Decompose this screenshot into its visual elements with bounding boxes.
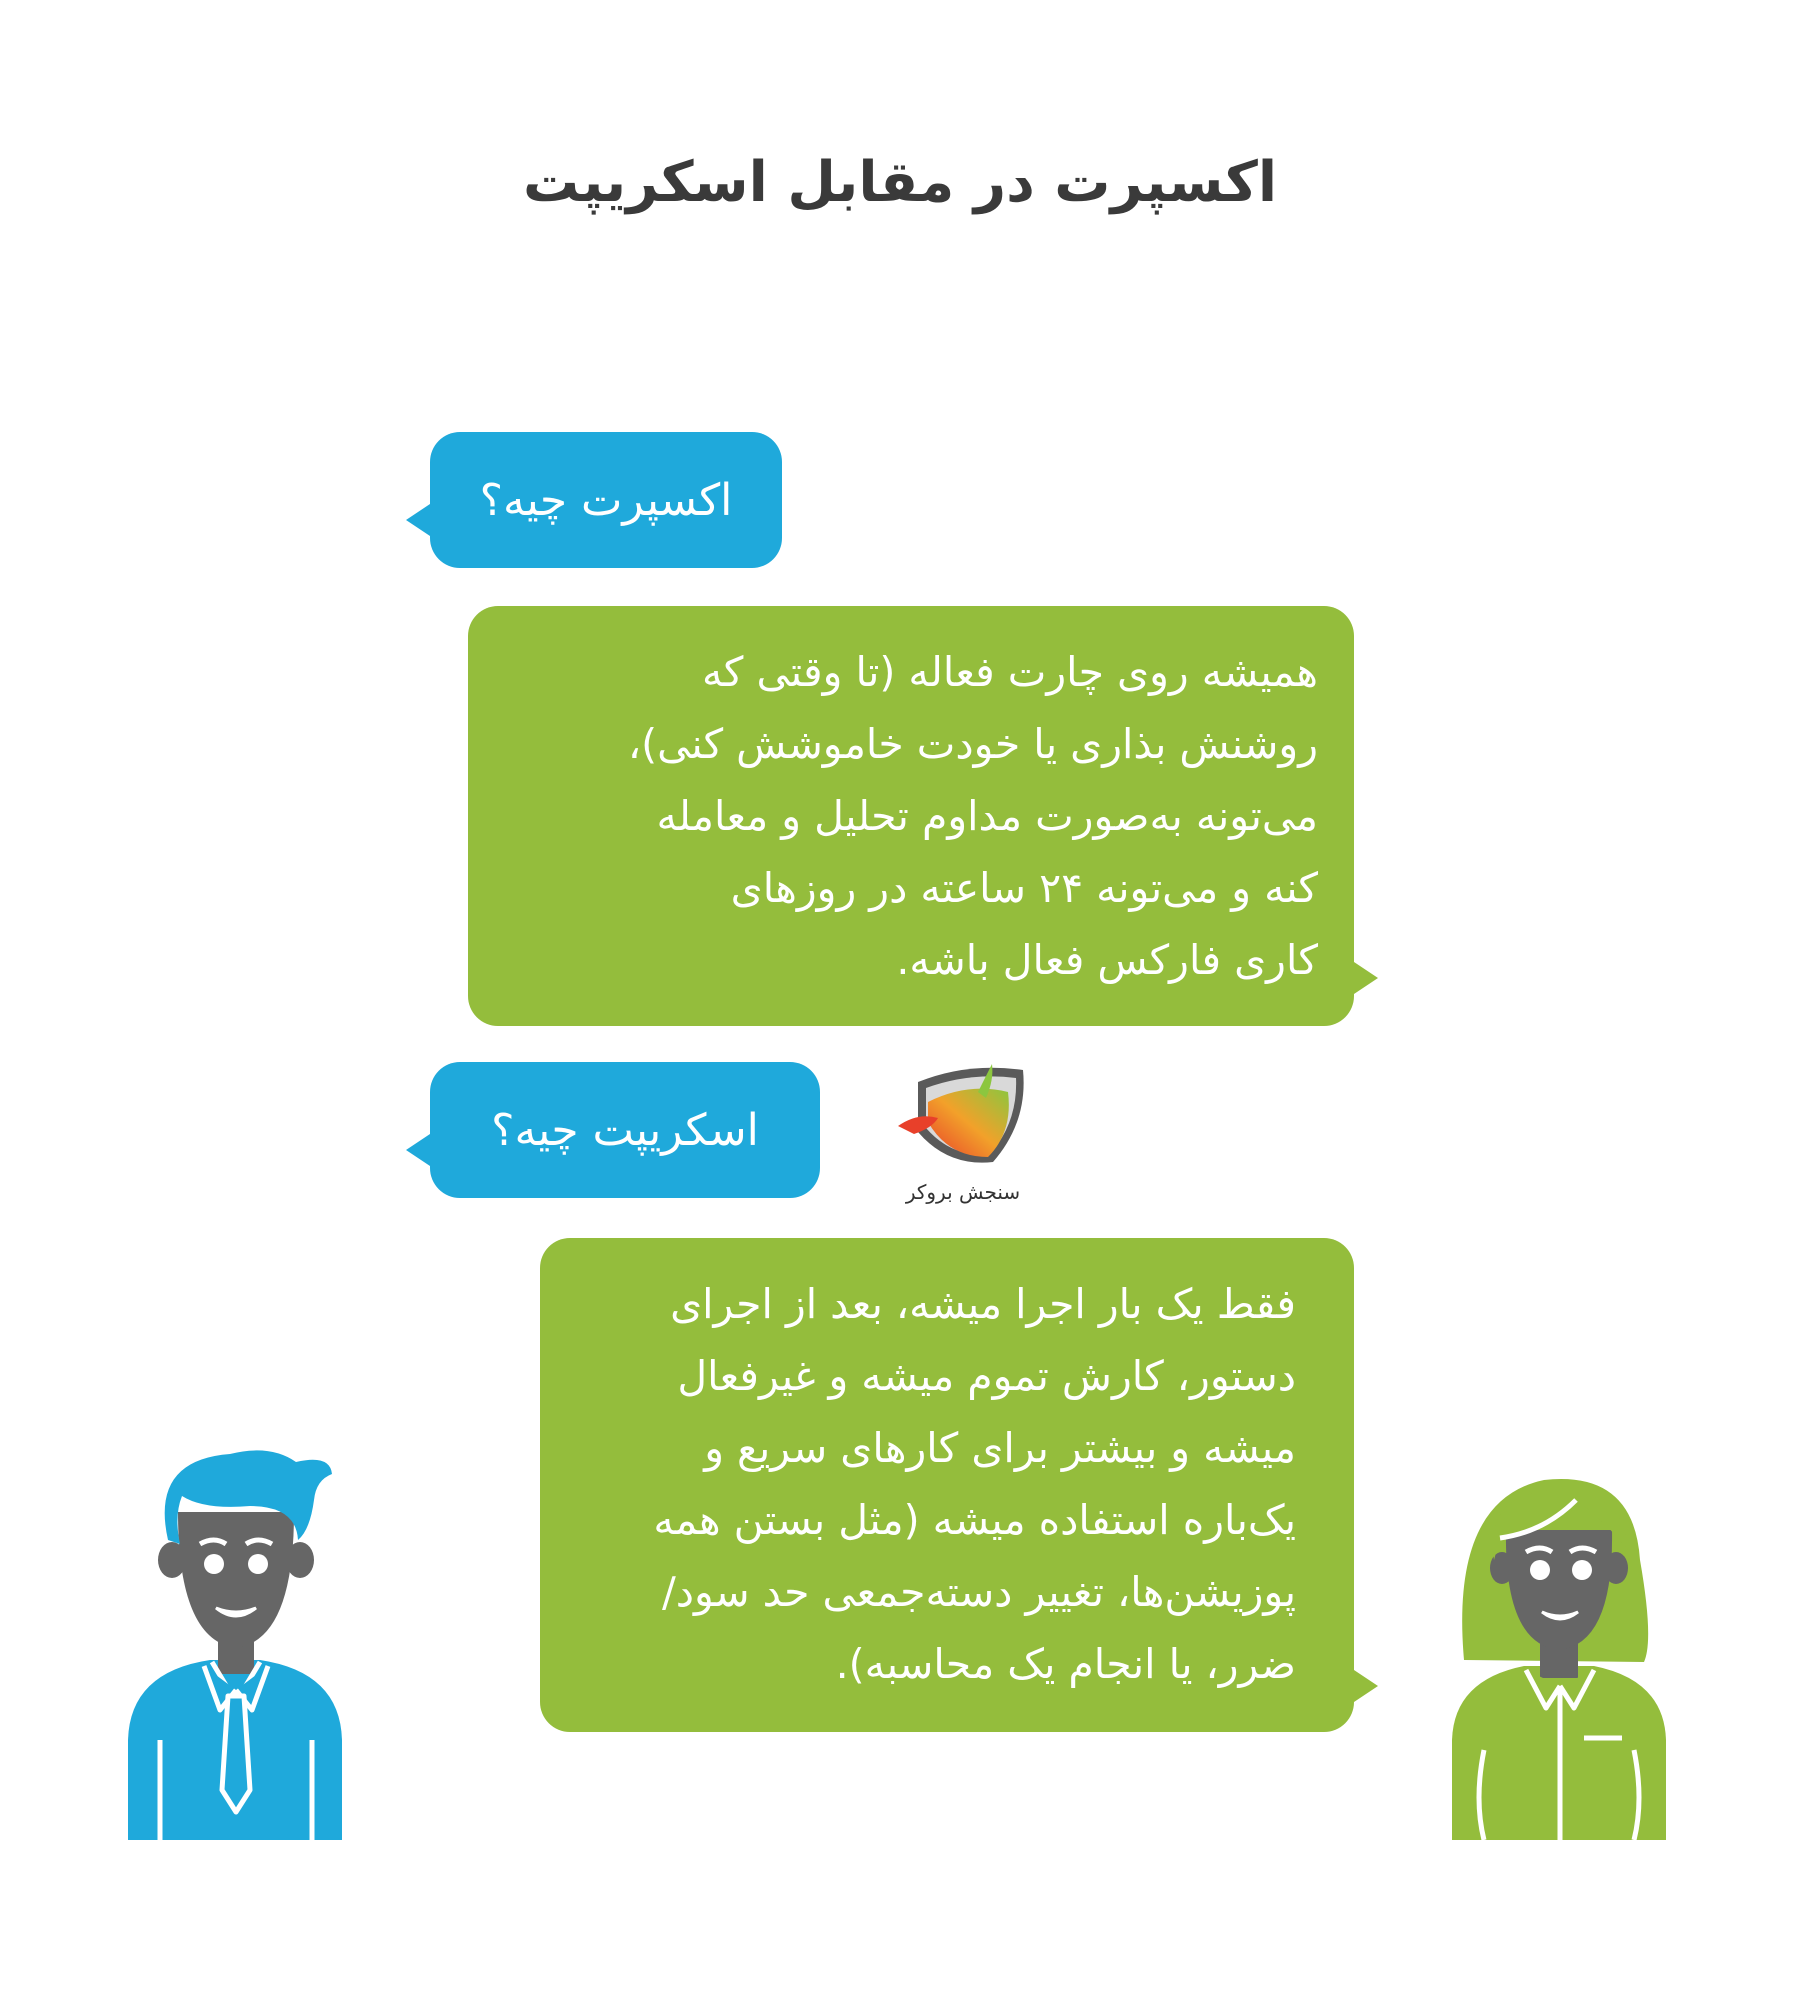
answer-line: میشه و بیشتر برای کارهای سریع و	[704, 1424, 1296, 1472]
question-bubble-script	[430, 1062, 820, 1198]
bubble-tail	[1354, 1670, 1378, 1702]
answer-bubble-script	[540, 1238, 1354, 1732]
brand-logo	[888, 1062, 1038, 1212]
answer-line: دستور، کارش تموم میشه و غیرفعال	[677, 1352, 1296, 1400]
bubble-tail	[406, 504, 430, 536]
answer-line: کنه و می‌تونه ۲۴ ساعته در روزهای	[730, 864, 1318, 912]
answer-line: یک‌باره استفاده میشه (مثل بستن همه	[653, 1496, 1296, 1544]
answer-bubble-expert	[468, 606, 1354, 1026]
bubble-tail	[406, 1134, 430, 1166]
woman-avatar-icon	[1444, 1440, 1674, 1840]
page-title: اکسپرت در مقابل اسکریپت	[522, 150, 1278, 215]
answer-line: روشنش بذاری یا خودت خاموشش کنی)،	[627, 720, 1318, 768]
question-text: اسکریپت چیه؟	[491, 1104, 759, 1156]
answer-line: فقط یک بار اجرا میشه، بعد از اجرای	[670, 1280, 1296, 1328]
brand-logo-icon	[888, 1062, 1038, 1172]
bubble-tail	[1354, 962, 1378, 994]
answer-line: کاری فارکس فعال باشه.	[896, 936, 1318, 984]
answer-line: می‌تونه به‌صورت مداوم تحلیل و معامله	[656, 792, 1318, 840]
man-avatar-icon	[120, 1440, 350, 1840]
answer-line: پوزیشن‌ها، تغییر دسته‌جمعی حد سود/	[661, 1568, 1296, 1616]
answer-line: ضرر، یا انجام یک محاسبه).	[835, 1640, 1296, 1688]
man-avatar	[120, 1440, 350, 1840]
question-text: اکسپرت چیه؟	[479, 474, 733, 526]
logo-caption: سنجش بروکر	[905, 1180, 1021, 1204]
answer-line: همیشه روی چارت فعاله (تا وقتی که	[701, 648, 1318, 696]
woman-avatar	[1444, 1440, 1674, 1840]
question-bubble-expert	[430, 432, 782, 568]
